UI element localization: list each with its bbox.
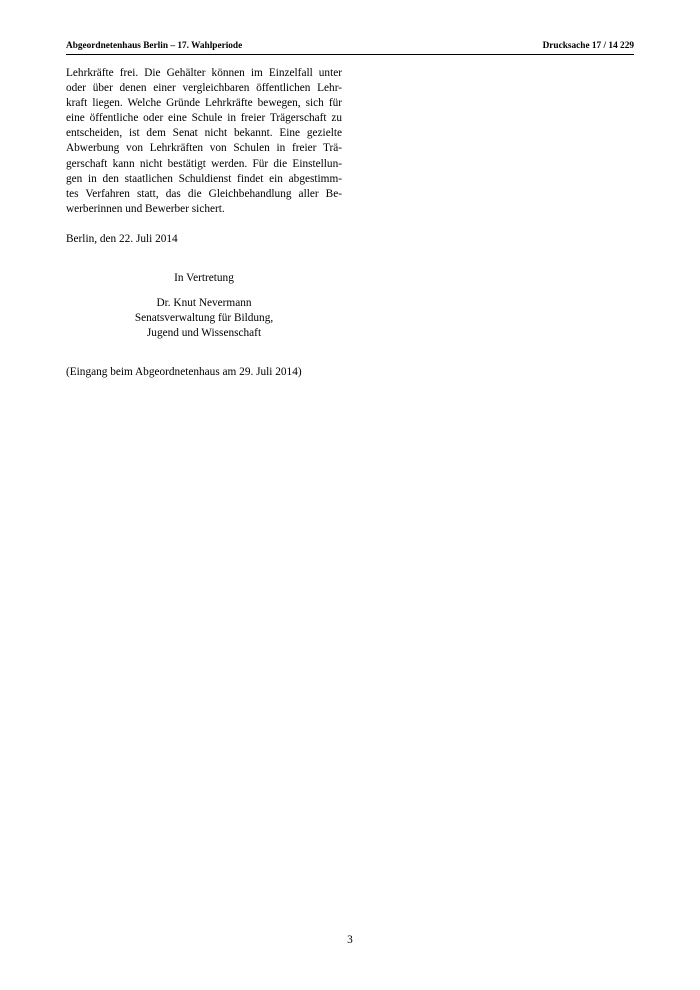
signature-date: Berlin, den 22. Juli 2014 xyxy=(66,233,178,245)
page-header xyxy=(66,41,634,53)
body-line: eine öffentliche oder eine Schule in freier Trägerschaft zu xyxy=(66,112,342,125)
body-line: entscheiden, ist dem Senat nicht bekannt. Eine gezielte xyxy=(66,127,342,140)
receipt-note: (Eingang beim Abgeordnetenhaus am 29. Juli 2014) xyxy=(66,366,302,378)
signature-block xyxy=(66,296,342,341)
page-number: 3 xyxy=(347,934,353,946)
signer-name: Dr. Knut Nevermann xyxy=(156,297,252,309)
body-line: Abwerbung von Lehrkräften von Schulen in freier Trä- xyxy=(66,142,342,155)
answer-text-column xyxy=(66,66,342,217)
body-line: tes Verfahren statt, das die Gleichbehandlung aller Be- xyxy=(66,187,342,200)
body-line: gen in den staatlichen Schuldienst findet ein abgestimm- xyxy=(66,172,342,185)
body-line: werberinnen und Bewerber sichert. xyxy=(66,202,225,215)
body-line: Lehrkräfte frei. Die Gehälter können im Einzelfall unter xyxy=(66,67,342,79)
body-line: gerschaft kann nicht bestätigt werden. Für die Einstellun- xyxy=(66,157,342,170)
body-line: kraft liegen. Welche Gründe Lehrkräfte bewegen, sich für xyxy=(66,97,342,110)
header-parliament-title: Abgeordnetenhaus Berlin – 17. Wahlperiode xyxy=(66,41,243,51)
signer-department-line: Jugend und Wissenschaft xyxy=(146,327,262,340)
header-document-number: Drucksache 17 / 14 229 xyxy=(542,41,634,51)
in-vertretung-label: In Vertretung xyxy=(174,272,234,284)
header-divider xyxy=(66,54,634,55)
signer-department-line: Senatsverwaltung für Bildung, xyxy=(134,312,274,325)
body-line: oder über denen einer vergleichbaren öffentlichen Lehr- xyxy=(66,82,342,95)
